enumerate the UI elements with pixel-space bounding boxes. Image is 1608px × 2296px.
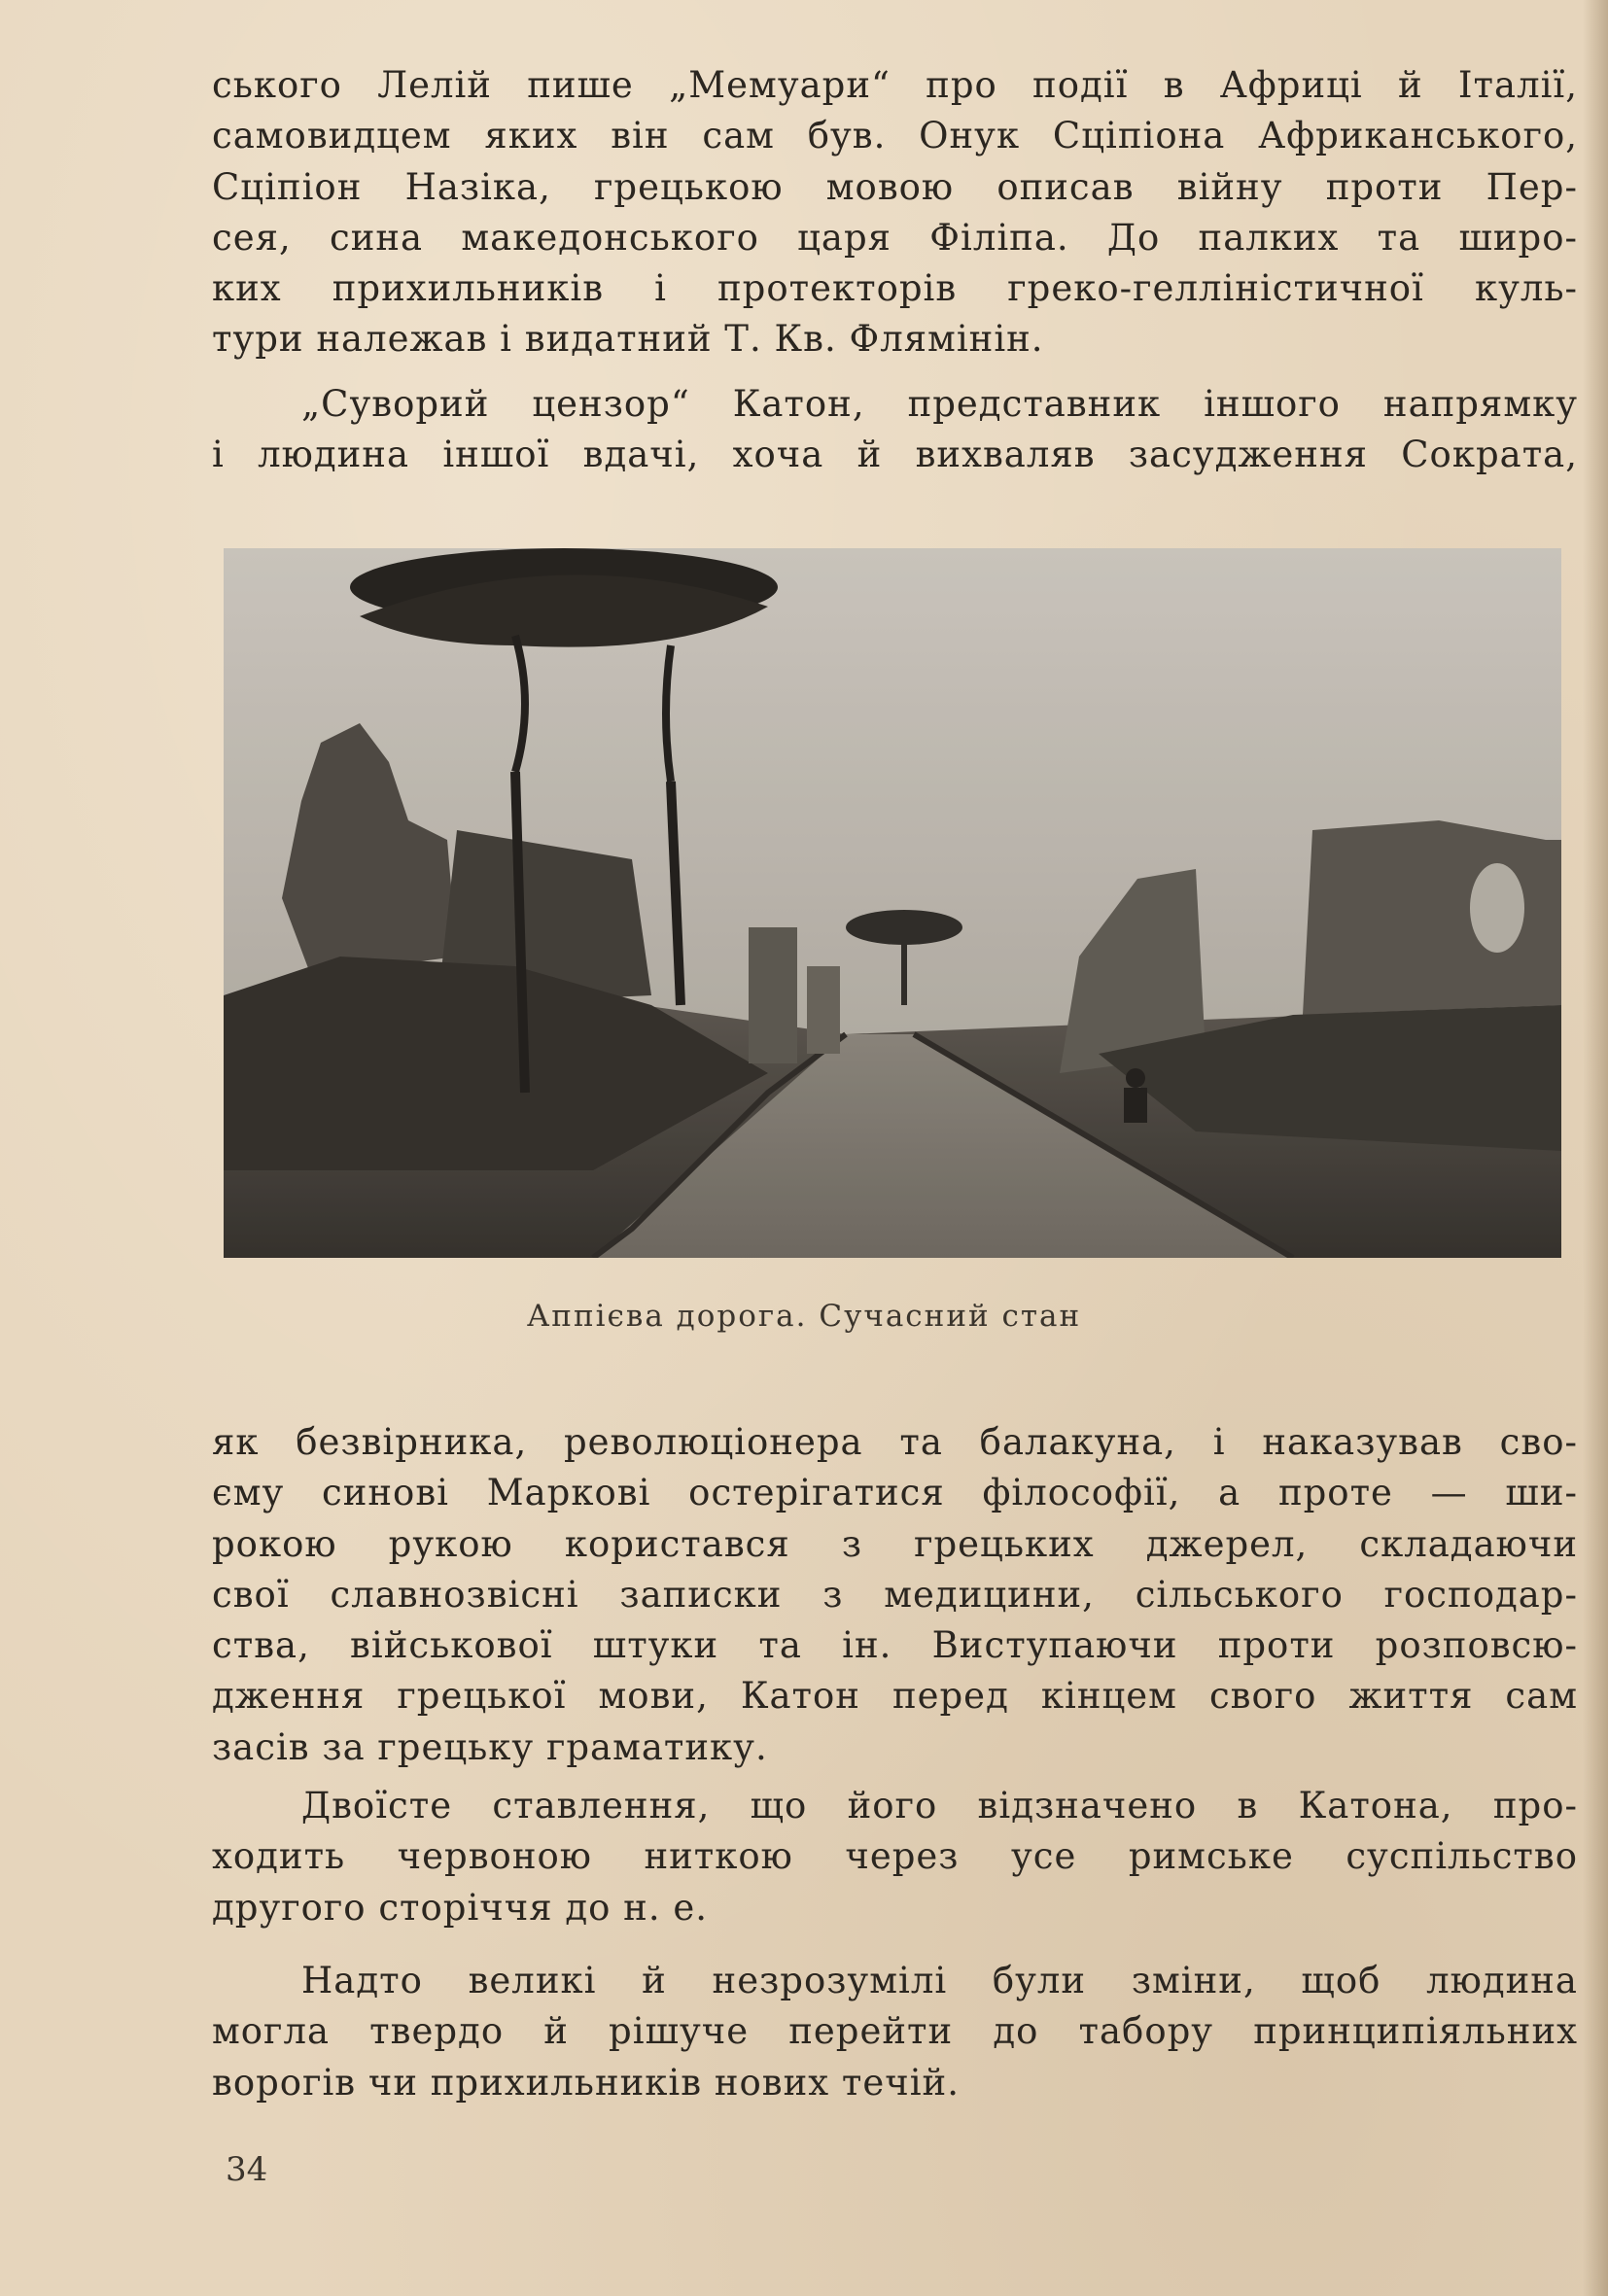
- figure-caption: Аппієва дорога. Сучасний стан: [526, 1299, 1082, 1334]
- text-line: Двоїсте ставлення, що його відзначено в Катона, про-: [301, 1785, 1578, 1826]
- paragraph-cato-continued: [212, 1417, 1578, 1773]
- text-line: другого сторіччя до н. е.: [212, 1886, 708, 1929]
- text-line: ворогів чи прихильників нових течій.: [212, 2061, 960, 2104]
- text-line: Сціпіон Назіка, грецькою мовою описав війну проти Пер-: [212, 165, 1578, 208]
- page-number: 34: [226, 2150, 268, 2189]
- page-edge-shadow: [1583, 0, 1608, 2296]
- text-line: засів за грецьку граматику.: [212, 1725, 768, 1768]
- text-line: ходить червоною ниткою через усе римське суспільство: [212, 1835, 1578, 1878]
- text-line: самовидцем яких він сам був. Онук Сціпіона Африканського,: [212, 115, 1578, 157]
- text-line: Надто великі й незрозумілі були зміни, щоб людина: [301, 1960, 1578, 2001]
- text-line: могла твердо й рішуче перейти до табору принципіяльних: [212, 2010, 1578, 2053]
- text-line: ких прихильників і протекторів греко-гелліністичної куль-: [212, 267, 1578, 310]
- text-line: як безвірника, революціонера та балакуна, і наказував сво-: [212, 1421, 1578, 1463]
- appian-way-photo: [224, 548, 1561, 1258]
- text-line: єму синові Маркові остерігатися філософії, а проте — ши-: [212, 1472, 1578, 1514]
- text-line: рокою рукою користався з грецьких джерел, складаючи: [212, 1522, 1578, 1565]
- paragraph-dual-attitude: [212, 1781, 1578, 1933]
- text-line: дження грецької мови, Катон перед кінцем свого життя сам: [212, 1675, 1578, 1718]
- paragraph-cato-intro: [212, 379, 1578, 481]
- text-line: тури належав і видатний Т. Кв. Флямінін.: [212, 318, 1044, 361]
- text-line: ства, військової штуки та ін. Виступаючи проти розповсю-: [212, 1624, 1578, 1667]
- text-line: і людина іншої вдачі, хоча й вихваляв засудження Сократа,: [212, 434, 1578, 476]
- paragraph-continuation: [212, 60, 1578, 365]
- text-line: сея, сина македонського царя Філіпа. До палких та широ-: [212, 216, 1578, 259]
- paragraph-changes: [212, 1956, 1578, 2108]
- text-line: свої славнозвісні записки з медицини, сільського господар-: [212, 1573, 1578, 1616]
- text-line: ського Лелій пише „Мемуари“ про події в Африці й Італії,: [212, 64, 1578, 106]
- text-line: „Суворий цензор“ Катон, представник іншого напрямку: [301, 383, 1578, 425]
